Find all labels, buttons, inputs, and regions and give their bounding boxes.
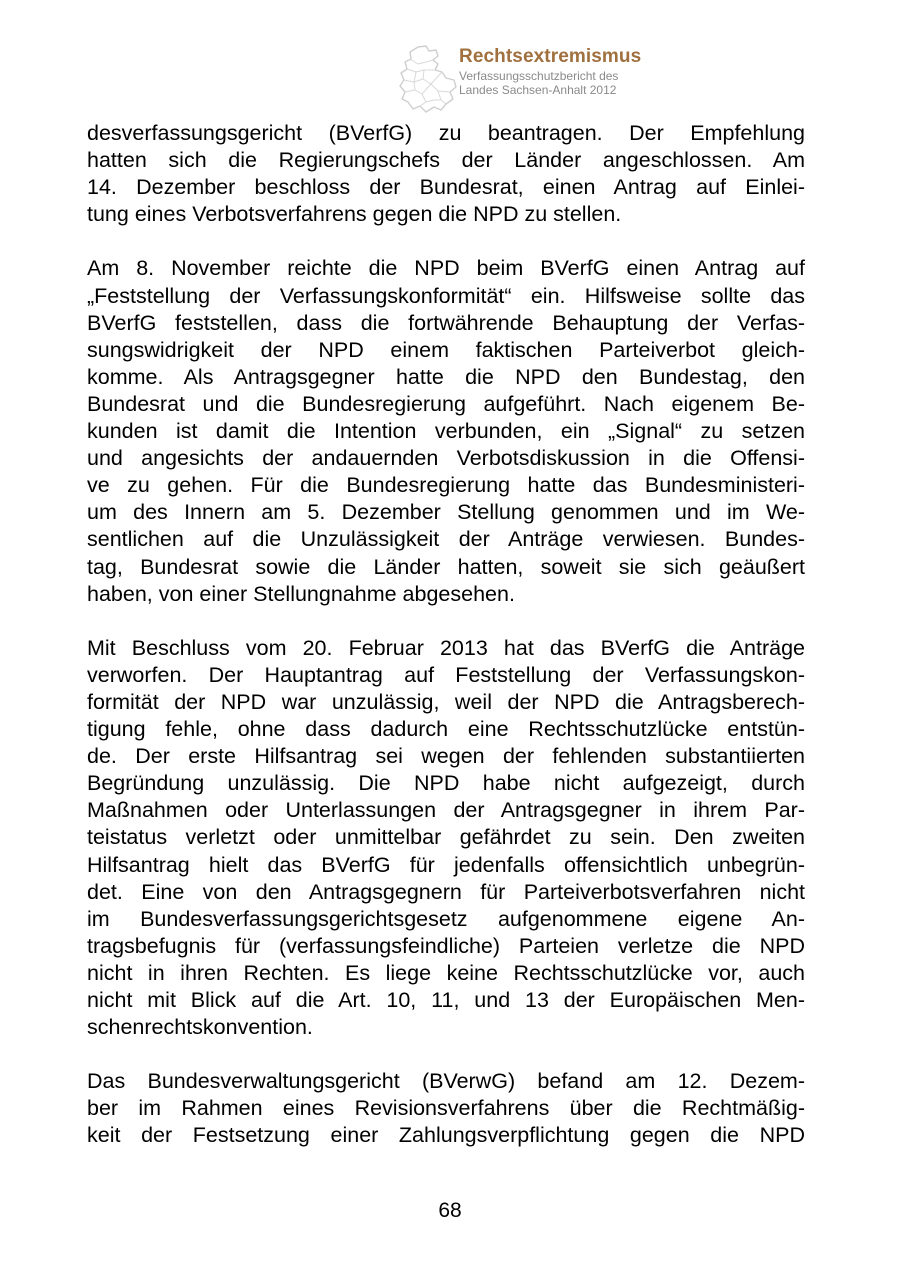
text-line: „Feststellung der Verfassungskonformität“ ein. Hilfsweise sollte das [87,283,805,308]
text-line: nicht mit Blick auf die Art. 10, 11, und 13 der Europäischen Men- [87,988,805,1012]
header-subtitle-line1: Verfassungsschutzbericht des [459,69,619,83]
text-line: sentlichen auf die Unzulässigkeit der Anträge verwiesen. Bundes- [87,527,805,552]
text-line: Maßnahmen oder Unterlassungen der Antragsgegner in ihrem Par- [87,798,805,823]
paragraph-3 [87,635,805,1041]
text-line: keit der Festsetzung einer Zahlungsverpflichtung gegen die NPD [87,1123,805,1148]
text-line: Das Bundesverwaltungsgericht (BVerwG) befand am 12. Dezem- [87,1069,805,1094]
text-line: sungswidrigkeit der NPD einem faktischen Parteiverbot gleich- [87,337,805,362]
paragraph-2 [87,255,805,607]
text-line: Hilfsantrag hielt das BVerfG für jedenfalls offensichtlich unbegrün- [87,852,805,877]
text-line: tag, Bundesrat sowie die Länder hatten, soweit sie sich geäußert [87,554,805,579]
paragraph-1 [87,120,805,228]
text-line: tung eines Verbotsverfahrens gegen die NPD zu stellen. [87,202,622,227]
text-line: Begründung unzulässig. Die NPD habe nicht aufgezeigt, durch [87,771,805,796]
header-subtitle-line2: Landes Sachsen-Anhalt 2012 [459,83,617,97]
paragraph-4 [87,1068,805,1149]
text-line: und angesichts der andauernden Verbotsdiskussion in die Offensi- [87,446,805,471]
text-line: nicht in ihren Rechten. Es liege keine Rechtsschutzlücke vor, auch [87,960,805,985]
text-line: hatten sich die Regierungschefs der Länder angeschlossen. Am [87,148,805,173]
text-line: verworfen. Der Hauptantrag auf Feststellung der Verfassungskon- [87,662,805,687]
text-line: det. Eine von den Antragsgegnern für Parteiverbotsverfahren nicht [87,879,805,904]
body-text [87,120,805,1177]
text-line: BVerfG feststellen, dass die fortwährende Behauptung der Verfas- [87,310,805,335]
text-line: de. Der erste Hilfsantrag sei wegen der fehlenden substantiierten [87,744,805,769]
text-line: Bundesrat und die Bundesregierung aufgeführt. Nach eigenem Be- [87,391,805,416]
text-line: 14. Dezember beschloss der Bundesrat, einen Antrag auf Einlei- [87,175,805,200]
text-line: kunden ist damit die Intention verbunden, ein „Signal“ zu setzen [87,419,805,444]
text-line: schenrechtskonvention. [87,1015,313,1040]
text-line: um des Innern am 5. Dezember Stellung genommen und im We- [87,500,805,525]
text-line: Mit Beschluss vom 20. Februar 2013 hat das BVerfG die Anträge [87,635,805,660]
page-header [396,44,696,116]
saxony-anhalt-map-icon [396,44,458,114]
text-line: komme. Als Antragsgegner hatte die NPD den Bundestag, den [87,364,805,389]
text-line: im Bundesverfassungsgerichtsgesetz aufgenommene eigene An- [87,906,805,931]
text-line: ber im Rahmen eines Revisionsverfahrens über die Rechtmäßig- [87,1096,805,1121]
page-number: 68 [438,1199,462,1222]
text-line: tigung fehle, ohne dass dadurch eine Rechtsschutzlücke entstün- [87,717,805,742]
header-title: Rechtsextremismus [459,46,642,67]
text-line: desverfassungsgericht (BVerfG) zu beantragen. Der Empfehlung [87,121,805,145]
text-line: ve zu gehen. Für die Bundesregierung hatte das Bundesministeri- [87,473,805,498]
text-line: formität der NPD war unzulässig, weil der NPD die Antragsberech- [87,689,805,714]
text-line: haben, von einer Stellungnahme abgesehen. [87,581,515,606]
text-line: teistatus verletzt oder unmittelbar gefährdet zu sein. Den zweiten [87,825,805,850]
text-line: tragsbefugnis für (verfassungsfeindliche) Parteien verletze die NPD [87,933,805,958]
text-line: Am 8. November reichte die NPD beim BVerfG einen Antrag auf [87,256,805,281]
